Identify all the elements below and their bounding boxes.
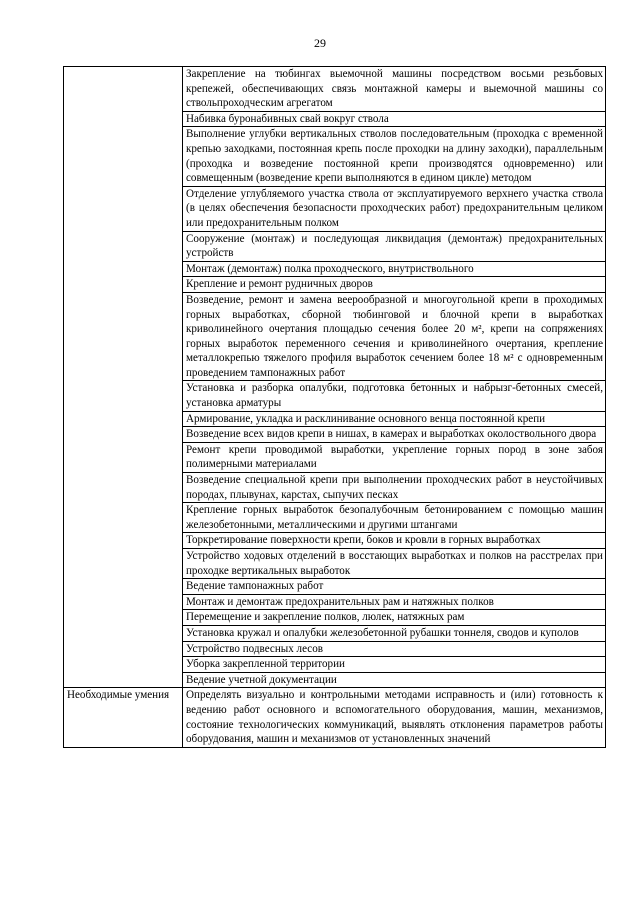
labor-action-item: Ведение тампонажных работ <box>183 579 606 595</box>
labor-action-item: Устройство ходовых отделений в восстающих выработках и полков на расстрелах при проходке вертикальных выработок <box>183 549 606 579</box>
labor-action-item: Установка и разборка опалубки, подготовка бетонных и набрызг-бетонных смесей, установка арматуры <box>183 381 606 411</box>
labor-action-item: Монтаж и демонтаж предохранительных рам и натяжных полков <box>183 594 606 610</box>
skills-label-cell: Необходимые умения <box>64 688 183 747</box>
labor-action-item: Армирование, укладка и расклинивание основного венца постоянной крепи <box>183 411 606 427</box>
skill-item: Определять визуально и контрольными методами исправность и (или) готовность к ведению работ основного и вспомогательного оборудования, машин, механизмов, состояние технологических коммуникаций, выявлять отклонения параметров работы оборудования, машин и механизмов от установленных значений <box>183 688 606 747</box>
competency-table <box>63 66 606 748</box>
labor-action-item: Ведение учетной документации <box>183 672 606 688</box>
labor-actions-label-cell <box>64 67 183 688</box>
labor-action-item: Установка кружал и опалубки железобетонной рубашки тоннеля, сводов и куполов <box>183 625 606 641</box>
labor-action-item: Возведение, ремонт и замена веерообразной и многоугольной крепи в проходимых горных выработках, сборной тюбинговой и блочной крепи в выработках криволинейного очертания площадью сечения более 20 м², крепи на сопряжениях горных выработок переменного сечения и криволинейного очертания, крепление металлокрепью тяжелого профиля выработок сечением более 18 м² с одновременным проведением тампонажных работ <box>183 292 606 381</box>
labor-action-item: Закрепление на тюбингах выемочной машины посредством восьми резьбовых крепежей, обеспечивающих связь монтажной камеры и выемочной машины со ствольпроходческим агрегатом <box>183 67 606 112</box>
labor-action-item: Уборка закрепленной территории <box>183 657 606 673</box>
table-row <box>64 688 606 747</box>
labor-action-item: Выполнение углубки вертикальных стволов последовательным (проходка с временной крепью заходками, постоянная крепь после проходки на длину заходки), параллельным (проходка и возведение постоянной крепи производятся одновременно) или совмещенным (возведение крепи выполняются в едином цикле) методом <box>183 127 606 186</box>
labor-action-item: Возведение специальной крепи при выполнении проходческих работ в неустойчивых породах, плывунах, карстах, сыпучих песках <box>183 473 606 503</box>
table-row <box>64 67 606 112</box>
labor-action-item: Торкретирование поверхности крепи, боков и кровли в горных выработках <box>183 533 606 549</box>
labor-action-item: Ремонт крепи проводимой выработки, укрепление горных пород в зоне забоя полимерными материалами <box>183 442 606 472</box>
labor-action-item: Крепление и ремонт рудничных дворов <box>183 277 606 293</box>
labor-action-item: Набивка буронабивных свай вокруг ствола <box>183 111 606 127</box>
page-number: 29 <box>314 36 326 50</box>
labor-action-item: Монтаж (демонтаж) полка проходческого, внутриствольного <box>183 261 606 277</box>
labor-action-item: Крепление горных выработок безопалубочным бетонированием с помощью машин железобетонными, металлическими и другими штангами <box>183 503 606 533</box>
labor-action-item: Возведение всех видов крепи в нишах, в камерах и выработках околоствольного двора <box>183 427 606 443</box>
labor-action-item: Сооружение (монтаж) и последующая ликвидация (демонтаж) предохранительных устройств <box>183 231 606 261</box>
labor-action-item: Перемещение и закрепление полков, люлек, натяжных рам <box>183 610 606 626</box>
labor-action-item: Устройство подвесных лесов <box>183 641 606 657</box>
labor-action-item: Отделение углубляемого участка ствола от эксплуатируемого верхнего участка ствола (в целях обеспечения безопасности проходческих работ) предохранительным целиком или предохранительным полком <box>183 186 606 231</box>
